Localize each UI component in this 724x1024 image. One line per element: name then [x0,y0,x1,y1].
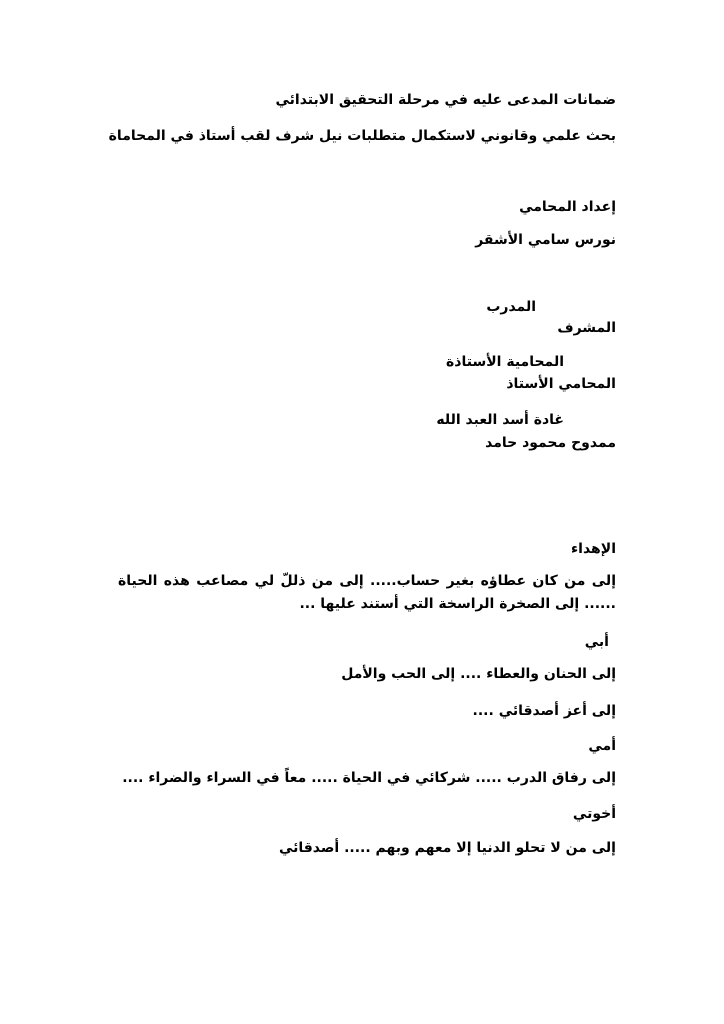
document-subtitle: بحث علمي وقانوني لاستكمال متطلبات نيل شرف لقب أستاذ في المحاماة [108,128,616,144]
supervisor-label: المشرف [557,320,616,336]
mother-label: أمي [588,738,616,754]
dedication-line-4: إلى رفاق الدرب ..... شركائي في الحياة ..... معاً في السراء والضراء .... [122,770,616,786]
prepared-by-label: إعداد المحامي [519,199,616,215]
trainer-name: غادة أسد العبد الله [436,412,564,428]
dedication-heading: الإهداء [571,541,616,557]
dedication-paragraph: إلى من كان عطاؤه بغير حساب..... إلى من ذللّ لي مصاعب هذه الحياة ...... إلى الصخرة الراسخة التي أستند عليها ... [118,573,616,612]
father-label: أبي [584,634,609,650]
supervisor-name: ممدوح محمود حامد [485,435,616,451]
trainer-label: المدرب [486,299,536,315]
document-title: ضمانات المدعى عليه في مرحلة التحقيق الابتدائي [275,92,616,108]
dedication-line-5: إلى من لا تحلو الدنيا إلا معهم وبهم ..... أصدقائي [278,840,616,856]
author-name: نورس سامي الأشقر [475,232,616,248]
trainer-title: المحامية الأستاذة [446,354,564,370]
dedication-line-2: إلى الحنان والعطاء .... إلى الحب والأمل [341,666,616,682]
sisters-label: أخوتي [572,806,616,822]
dedication-line-3: إلى أعز أصدقائي .... [472,703,616,719]
supervisor-title: المحامي الأستاذ [506,376,616,392]
